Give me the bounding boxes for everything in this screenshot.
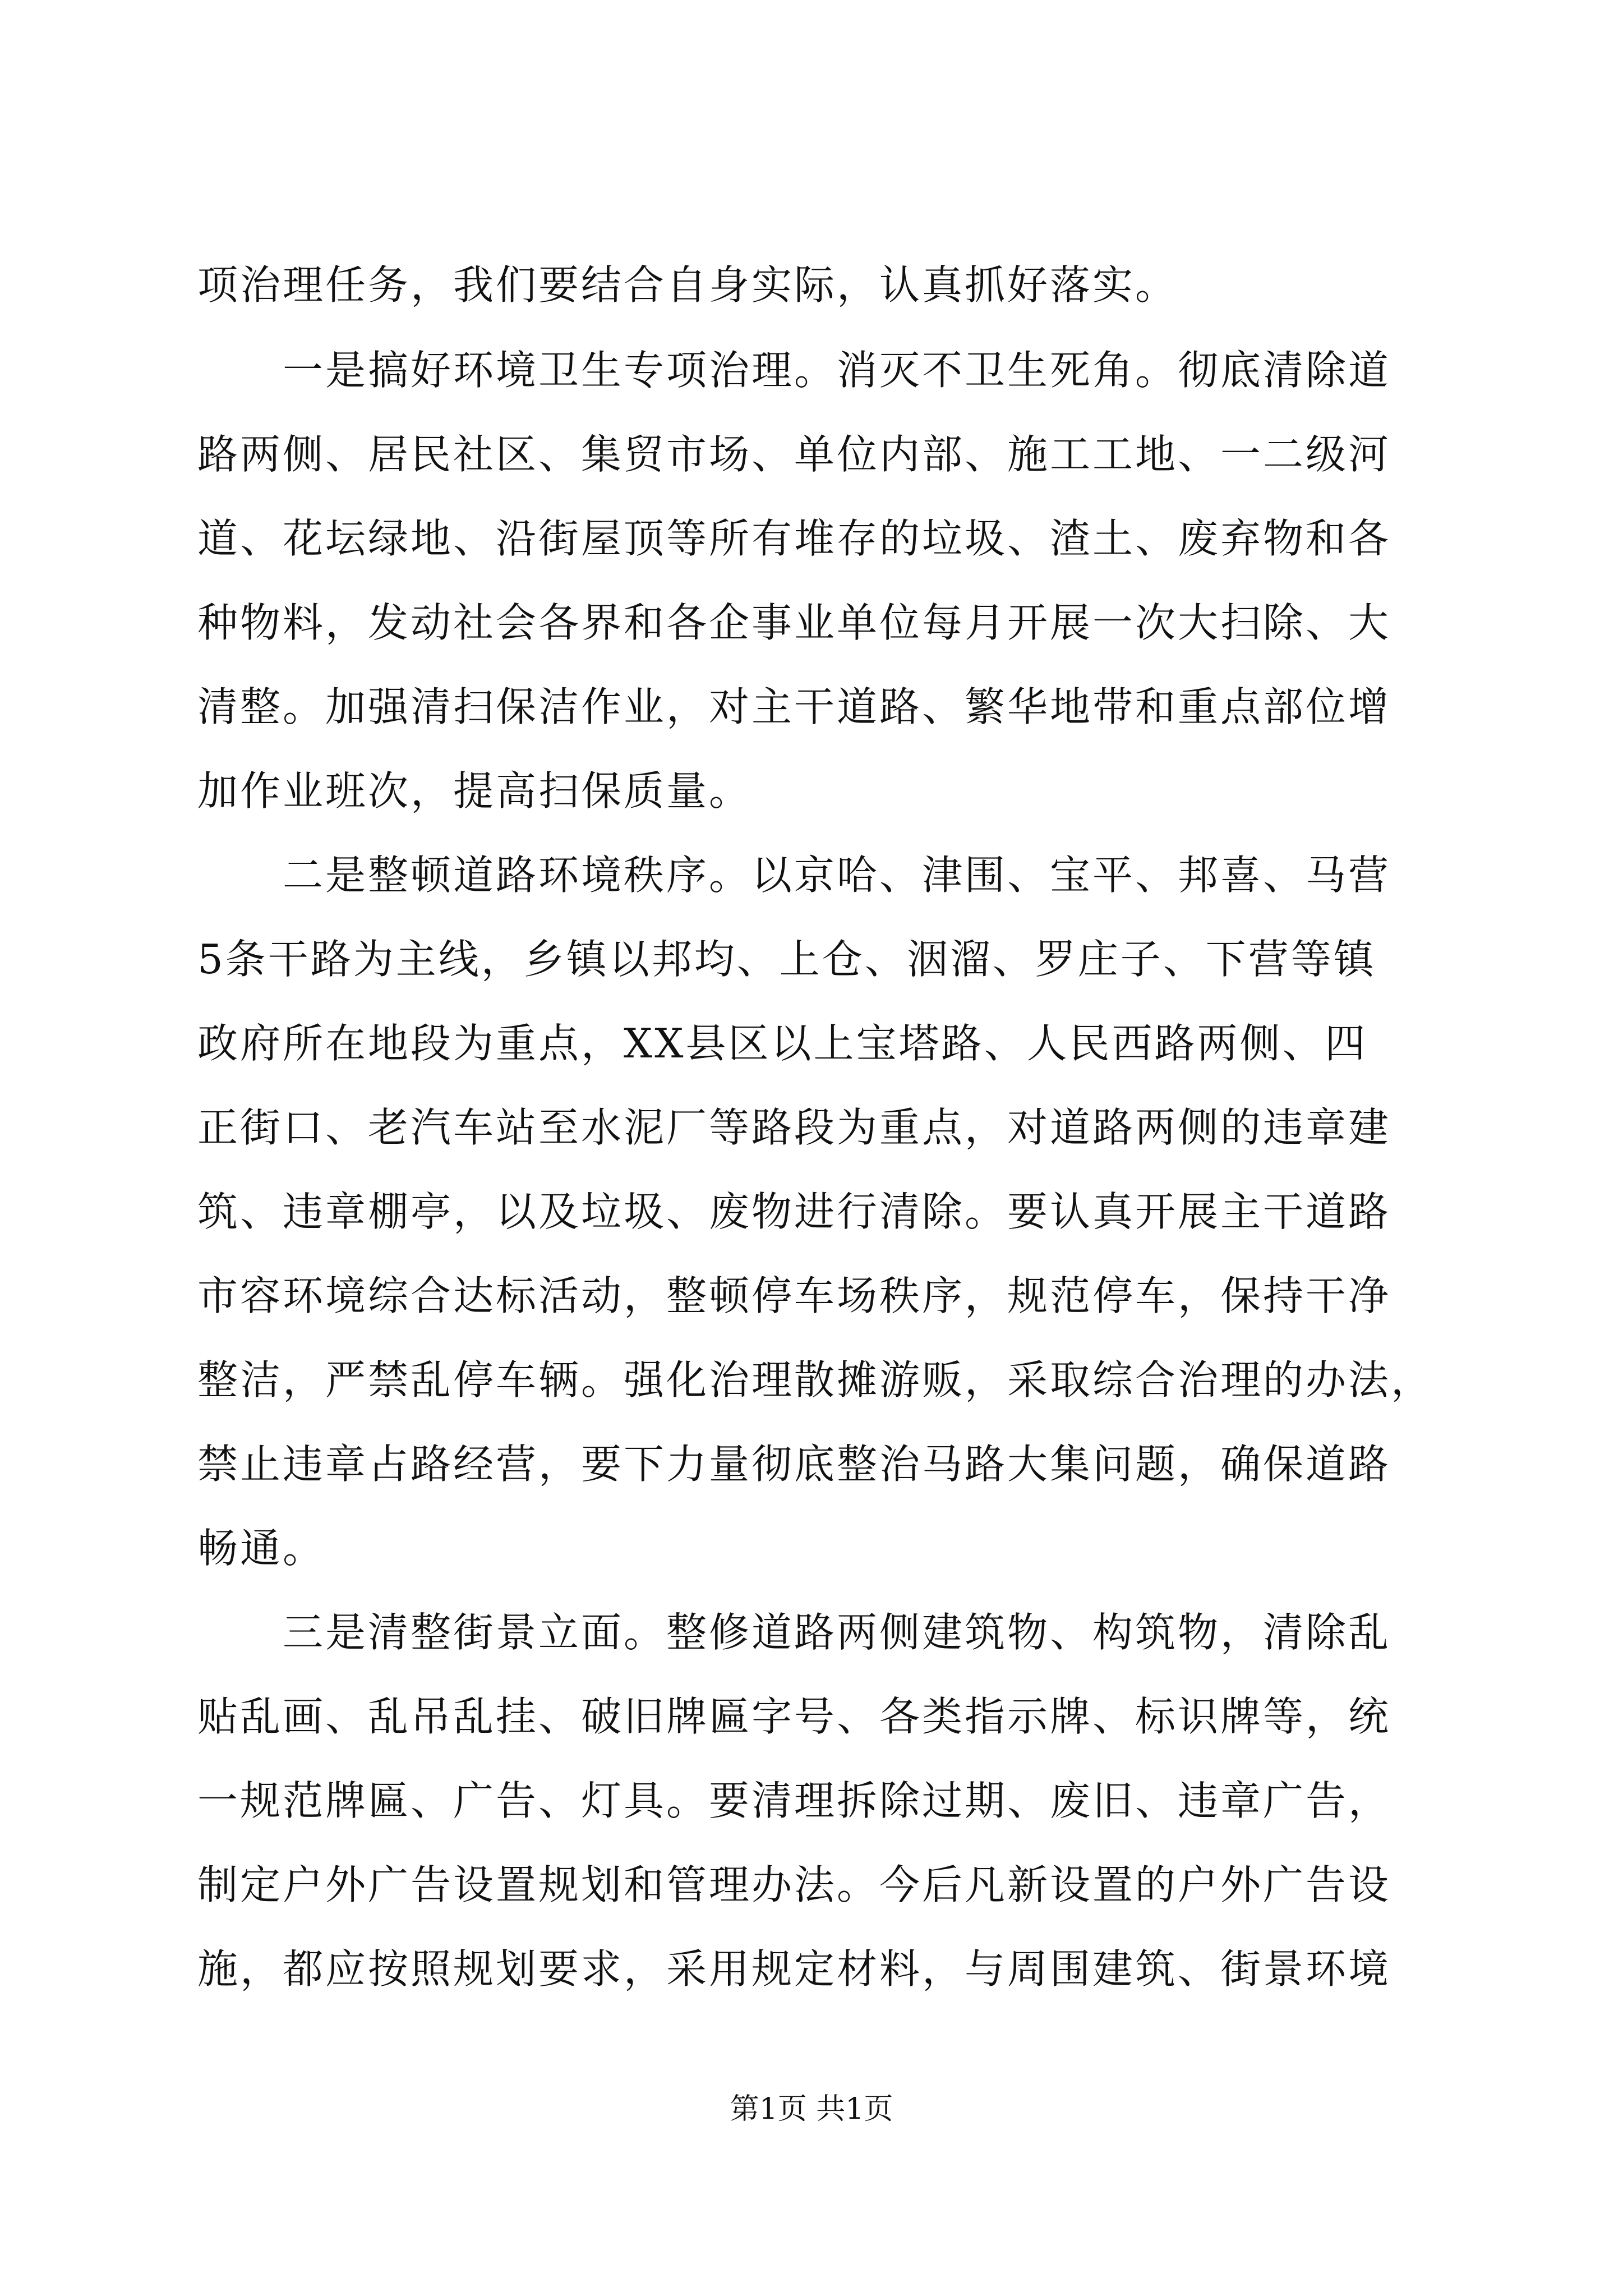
text-line: 种物料，发动社会各界和各企事业单位每月开展一次大扫除、大 <box>197 599 1391 646</box>
text-line: 二是整顿道路环境秩序。以京哈、津围、宝平、邦喜、马营 <box>197 852 1391 899</box>
text-line: 整洁，严禁乱停车辆。强化治理散摊游贩，采取综合治理的办法， <box>197 1356 1434 1404</box>
text-line: 道、花坛绿地、沿街屋顶等所有堆存的垃圾、渣土、废弃物和各 <box>197 515 1391 562</box>
text-line: 项治理任务，我们要结合自身实际，认真抓好落实。 <box>197 261 1178 309</box>
text-line: 5条干路为主线，乡镇以邦均、上仓、洇溜、罗庄子、下营等镇 <box>197 936 1376 983</box>
text-line: 市容环境综合达标活动，整顿停车场秩序，规范停车，保持干净 <box>197 1272 1391 1319</box>
text-line: 政府所在地段为重点，XX县区以上宝塔路、人民西路两侧、四 <box>197 1020 1368 1067</box>
text-line: 筑、违章棚亭，以及垃圾、废物进行清除。要认真开展主干道路 <box>197 1188 1391 1235</box>
text-line: 一是搞好环境卫生专项治理。消灭不卫生死角。彻底清除道 <box>197 347 1391 394</box>
text-line: 加作业班次，提高扫保质量。 <box>197 767 752 815</box>
text-line: 路两侧、居民社区、集贸市场、单位内部、施工工地、一二级河 <box>197 431 1391 478</box>
page-number-footer: 第1页 共1页 <box>730 2092 893 2126</box>
text-line: 畅通。 <box>197 1525 326 1572</box>
text-line: 制定户外广告设置规划和管理办法。今后凡新设置的户外广告设 <box>197 1861 1391 1908</box>
text-line: 施，都应按照规划要求，采用规定材料，与周围建筑、街景环境 <box>197 1945 1391 1993</box>
text-line: 禁止违章占路经营，要下力量彻底整治马路大集问题，确保道路 <box>197 1441 1391 1488</box>
text-line: 贴乱画、乱吊乱挂、破旧牌匾字号、各类指示牌、标识牌等，统 <box>197 1693 1391 1740</box>
text-line: 一规范牌匾、广告、灯具。要清理拆除过期、废旧、违章广告， <box>197 1777 1391 1824</box>
text-line: 三是清整街景立面。整修道路两侧建筑物、构筑物，清除乱 <box>197 1609 1391 1656</box>
text-line: 正街口、老汽车站至水泥厂等路段为重点，对道路两侧的违章建 <box>197 1104 1391 1151</box>
text-line: 清整。加强清扫保洁作业，对主干道路、繁华地带和重点部位增 <box>197 683 1391 730</box>
